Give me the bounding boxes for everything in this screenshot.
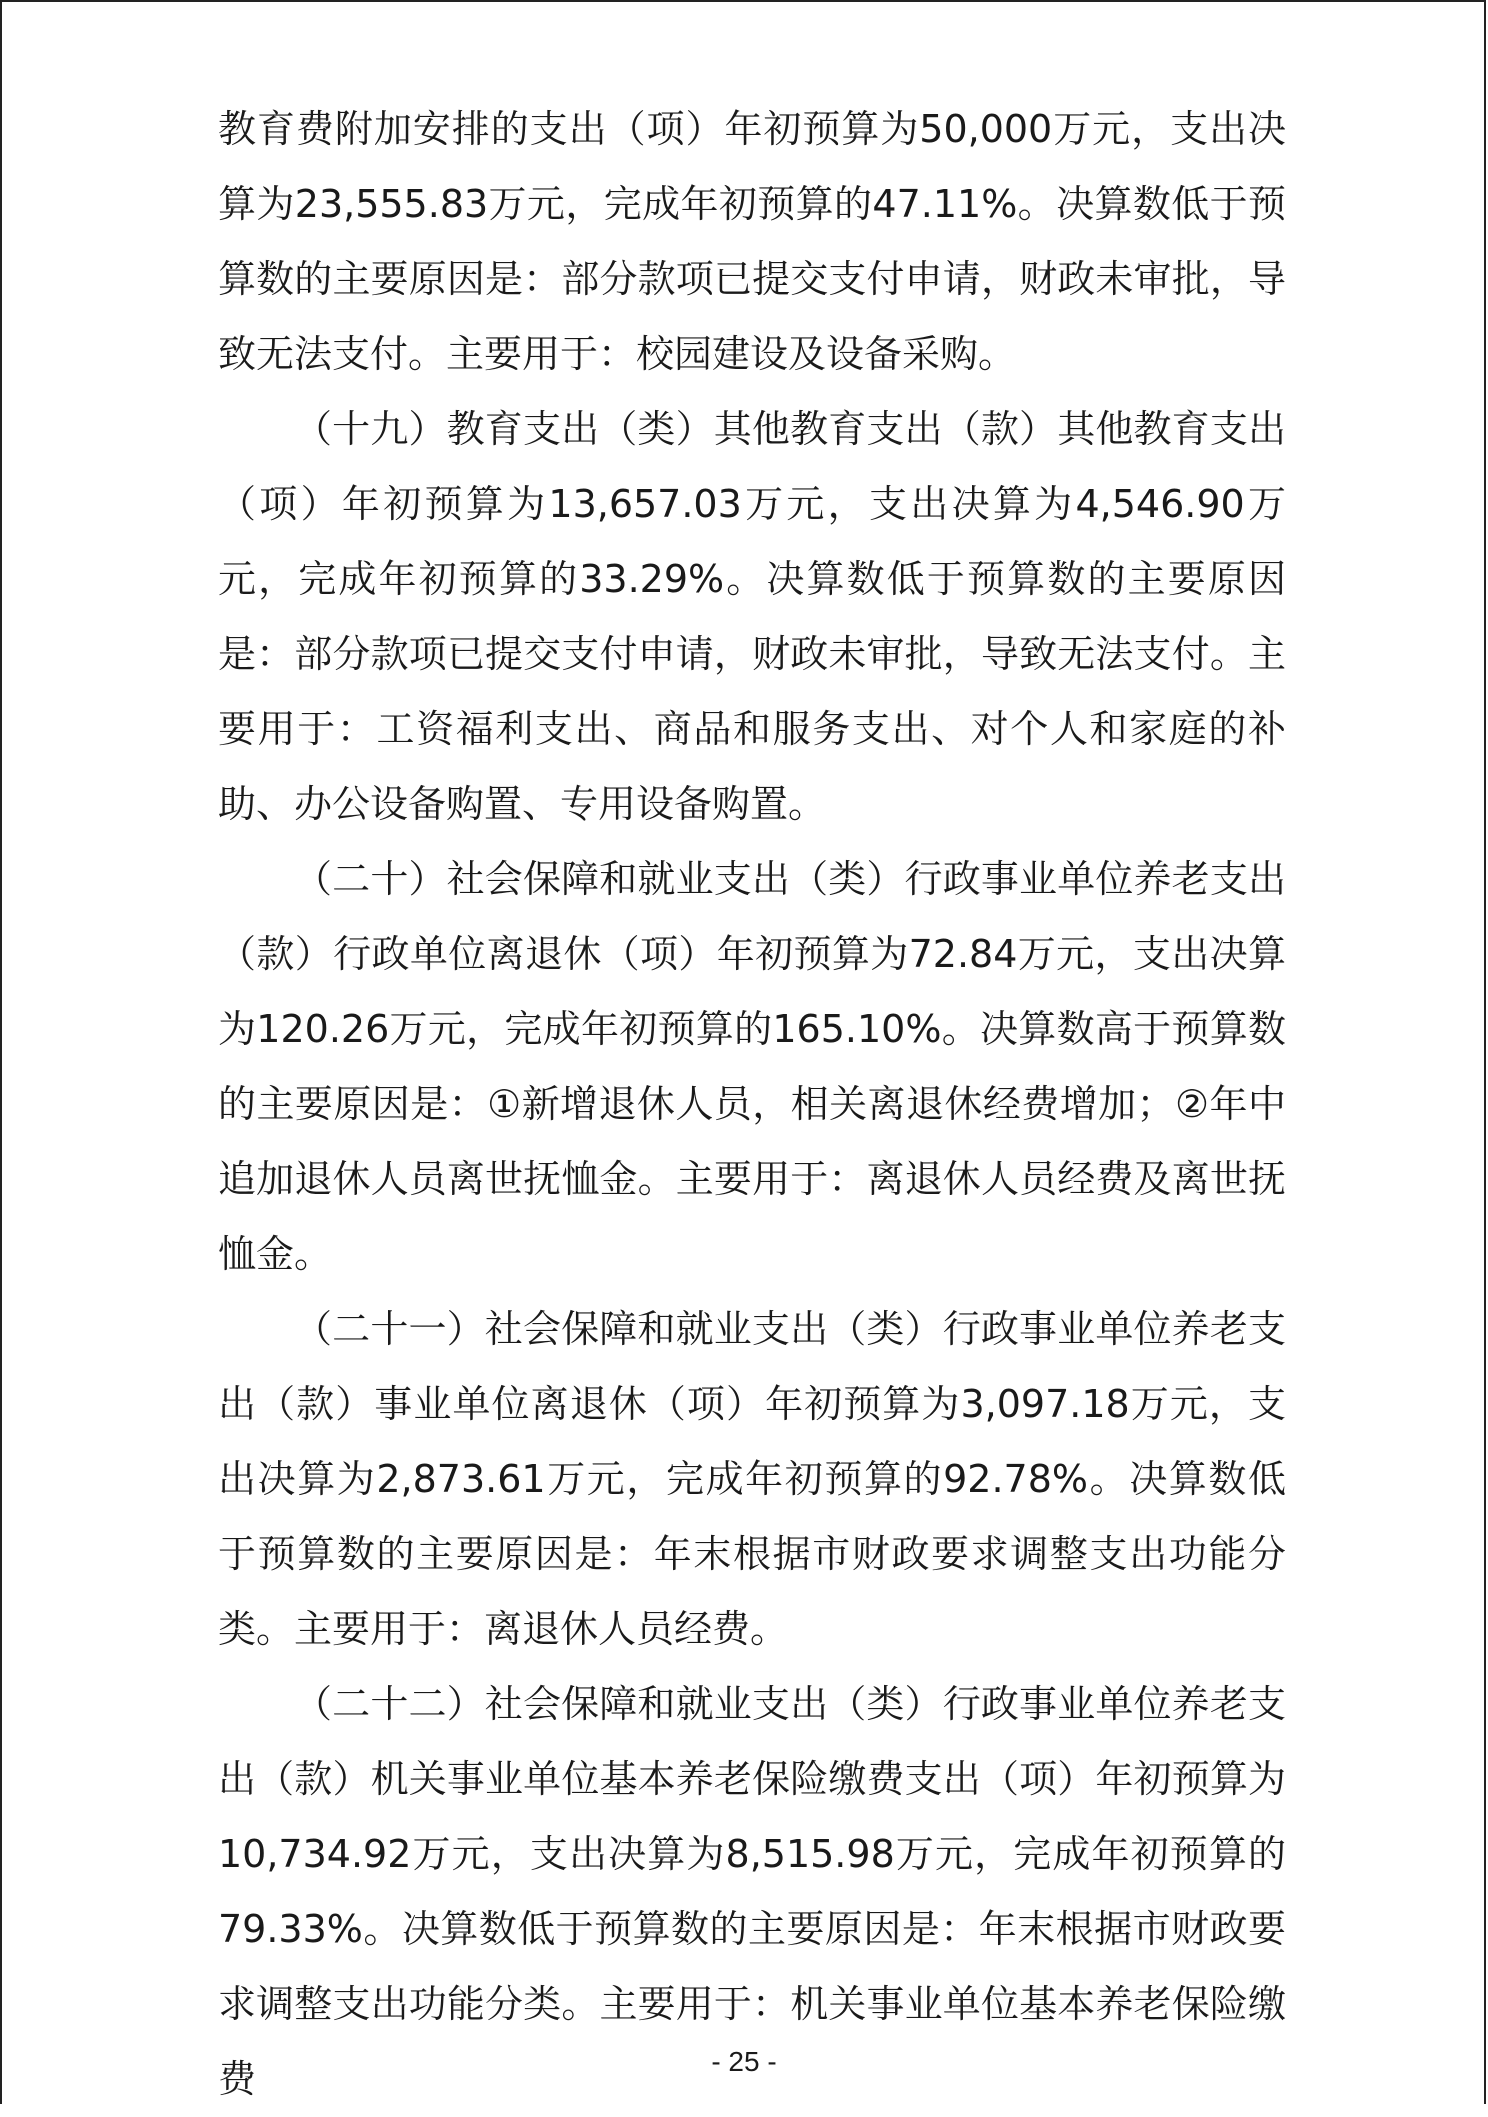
paragraph-section-21: （二十一）社会保障和就业支出（类）行政事业单位养老支出（款）事业单位离退休（项）年初预算为3,097.18万元，支出决算为2,873.61万元，完成年初预算的92.78%。决算数低于预算数的主要原因是：年末根据市财政要求调整支出功能分类。主要用于：离退休人员经费。 — [218, 1307, 1286, 1651]
paragraph-section-22: （二十二）社会保障和就业支出（类）行政事业单位养老支出（款）机关事业单位基本养老保险缴费支出（项）年初预算为10,734.92万元，支出决算为8,515.98万元，完成年初预算的79.33%。决算数低于预算数的主要原因是：年末根据市财政要求调整支出功能分类。主要用于：机关事业单位基本养老保险缴费 — [218, 1682, 1286, 2101]
page-number: - 25 - — [711, 2046, 777, 2077]
paragraph-section-20: （二十）社会保障和就业支出（类）行政事业单位养老支出（款）行政单位离退休（项）年初预算为72.84万元，支出决算为120.26万元，完成年初预算的165.10%。决算数高于预算数的主要原因是：①新增退休人员，相关离退休经费增加；②年中追加退休人员离世抚恤金。主要用于：离退休人员经费及离世抚恤金。 — [218, 857, 1286, 1276]
document-body — [218, 92, 1286, 2117]
paragraph-section-19: （十九）教育支出（类）其他教育支出（款）其他教育支出（项）年初预算为13,657.03万元，支出决算为4,546.90万元，完成年初预算的33.29%。决算数低于预算数的主要原因是：部分款项已提交支付申请，财政未审批，导致无法支付。主要用于：工资福利支出、商品和服务支出、对个人和家庭的补助、办公设备购置、专用设备购置。 — [218, 407, 1286, 826]
paragraph-continuation: 教育费附加安排的支出（项）年初预算为50,000万元，支出决算为23,555.83万元，完成年初预算的47.11%。决算数低于预算数的主要原因是：部分款项已提交支付申请，财政未审批，导致无法支付。主要用于：校园建设及设备采购。 — [218, 107, 1286, 376]
